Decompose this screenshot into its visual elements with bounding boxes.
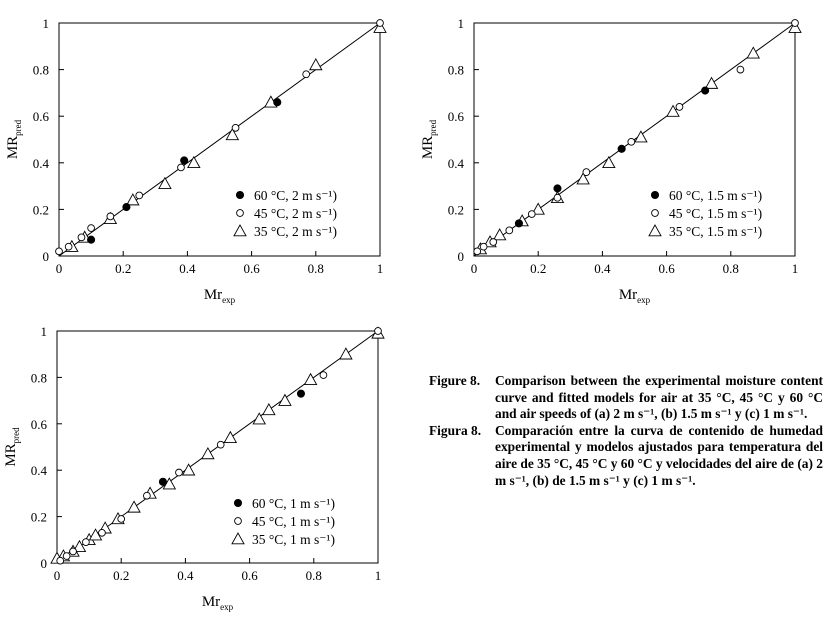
legend-marker-a-filled-circle (236, 191, 243, 198)
legend-label-b-open-triangle: 35 °C, 1.5 m s⁻¹) (669, 224, 763, 239)
legend-marker-a-open-triangle (234, 225, 246, 236)
data-point-b-open-circle (676, 103, 683, 110)
x-tick-label-b: 0.6 (658, 261, 675, 276)
data-point-b-filled-circle (554, 185, 561, 192)
data-point-c-open-triangle (340, 348, 352, 359)
y-tick-label-b: 0 (457, 249, 464, 264)
data-point-a-open-circle (178, 164, 185, 171)
data-point-b-open-circle (554, 194, 561, 201)
y-tick-label-b: 1 (457, 16, 464, 31)
y-tick-label-a: 0.8 (32, 62, 49, 78)
data-point-a-open-circle (78, 234, 85, 241)
data-point-c-open-circle (63, 553, 70, 560)
y-tick-label-c: 0 (40, 556, 47, 571)
data-point-c-open-circle (320, 372, 327, 379)
legend-label-c-filled-circle: 60 °C, 1 m s⁻¹) (252, 496, 335, 511)
legend-marker-b-open-triangle (649, 225, 661, 236)
legend-marker-c-open-circle (235, 518, 242, 525)
data-point-a-filled-circle (88, 236, 95, 243)
panel-b (420, 16, 801, 305)
x-tick-label-c: 1 (374, 568, 382, 583)
data-point-a-filled-circle (123, 203, 130, 210)
x-tick-label-b: 0 (470, 261, 478, 276)
data-point-b-open-circle (506, 227, 513, 234)
legend-label-a-open-triangle: 35 °C, 2 m s⁻¹) (254, 224, 337, 239)
y-tick-label-c: 0.8 (30, 370, 47, 386)
x-axis-label-b: $Mr_{exp}$ (618, 287, 651, 305)
data-point-c-open-triangle (202, 448, 214, 459)
y-tick-label-a: 0.6 (32, 109, 49, 125)
y-axis-label-b: $MR_{pred}$ (420, 119, 438, 160)
legend-marker-b-filled-circle (651, 191, 658, 198)
x-tick-label-b: 0.4 (594, 261, 611, 276)
x-tick-label-b: 0.2 (530, 261, 547, 276)
y-tick-label-b: 0.8 (447, 62, 464, 78)
data-point-c-open-circle (70, 548, 77, 555)
legend-label-b-filled-circle: 60 °C, 1.5 m s⁻¹) (669, 188, 763, 203)
x-tick-label-a: 0.4 (179, 261, 196, 276)
data-point-c-open-triangle (263, 404, 275, 415)
y-tick-label-c: 0.6 (30, 416, 47, 432)
caption-spanish-text: Comparación entre la curva de contenido de humedad experimental y modelos ajustados para temperatura del aire de 35 °C, 45 °C y 60 °C y velocidades del aire de (a) 2 m s⁻¹, (b) de 1.5 m s⁻¹ y (c) 1 m s⁻¹. (495, 422, 823, 488)
data-point-b-open-circle (528, 211, 535, 218)
y-axis-label-a: $MR_{pred}$ (5, 119, 23, 160)
data-point-a-open-circle (56, 248, 63, 255)
x-tick-label-a: 0.6 (243, 261, 260, 276)
y-tick-label-a: 0 (42, 249, 49, 264)
x-tick-label-c: 0 (53, 568, 61, 583)
x-axis-label-c: $Mr_{exp}$ (201, 594, 234, 612)
caption-spanish-label: Figura 8. (429, 422, 482, 438)
x-tick-label-a: 0.8 (307, 261, 324, 276)
data-point-a-open-triangle (310, 59, 322, 70)
x-tick-label-a: 0 (55, 261, 63, 276)
data-point-b-filled-circle (618, 145, 625, 152)
x-tick-label-b: 1 (791, 261, 799, 276)
x-tick-label-b: 0.8 (722, 261, 739, 276)
y-tick-label-a: 0.2 (32, 202, 49, 218)
data-point-a-open-circle (88, 225, 95, 232)
data-point-a-open-circle (65, 243, 72, 250)
caption-english-text: Comparison between the experimental moisture content curve and fitted models for air at 35 °C, 45 °C y 60 °C and air speeds of (a) 2 m s⁻¹, (b) 1.5 m s⁻¹ y (c) 1 m s⁻¹. (495, 373, 823, 422)
caption-english-label: Figure 8. (429, 373, 481, 388)
data-point-c-filled-circle (297, 390, 304, 397)
x-tick-label-c: 0.6 (241, 568, 258, 583)
data-point-c-open-circle (57, 557, 64, 564)
data-point-c-filled-circle (159, 478, 166, 485)
data-point-c-open-triangle (128, 501, 140, 512)
y-tick-label-c: 1 (40, 324, 47, 339)
y-tick-label-a: 1 (42, 16, 49, 31)
data-point-b-filled-circle (702, 87, 709, 94)
data-point-b-open-triangle (747, 47, 759, 58)
legend-label-a-open-circle: 45 °C, 2 m s⁻¹) (254, 206, 337, 221)
x-tick-label-a: 1 (376, 261, 384, 276)
data-point-c-open-triangle (183, 464, 195, 475)
data-point-c-open-circle (99, 529, 106, 536)
data-point-a-open-circle (377, 20, 384, 27)
y-tick-label-c: 0.4 (30, 463, 47, 479)
data-point-b-open-triangle (603, 157, 615, 168)
legend-marker-a-open-circle (237, 210, 244, 217)
data-point-c-open-circle (176, 469, 183, 476)
x-tick-label-c: 0.8 (305, 568, 322, 583)
data-point-a-open-triangle (188, 157, 200, 168)
y-tick-label-a: 0.4 (32, 155, 49, 171)
data-point-c-open-triangle (305, 374, 317, 385)
data-point-a-open-circle (136, 192, 143, 199)
x-tick-label-a: 0.2 (115, 261, 132, 276)
data-point-a-filled-circle (181, 157, 188, 164)
caption-english (429, 373, 823, 423)
legend-marker-c-open-triangle (232, 533, 244, 544)
data-point-b-open-circle (480, 243, 487, 250)
data-point-b-filled-circle (515, 220, 522, 227)
data-point-c-open-circle (143, 492, 150, 499)
legend-label-c-open-circle: 45 °C, 1 m s⁻¹) (252, 514, 335, 529)
data-point-b-open-circle (474, 248, 481, 255)
data-point-c-open-circle (118, 516, 125, 523)
figure-caption (429, 373, 823, 489)
data-point-c-open-circle (217, 441, 224, 448)
panel-a (5, 16, 386, 305)
data-point-b-open-triangle (706, 78, 718, 89)
data-point-a-open-triangle (159, 178, 171, 189)
data-point-a-open-circle (107, 213, 114, 220)
data-point-b-open-triangle (635, 131, 647, 142)
x-tick-label-c: 0.4 (177, 568, 194, 583)
data-point-b-open-circle (737, 66, 744, 73)
data-point-b-open-circle (583, 169, 590, 176)
legend-label-a-filled-circle: 60 °C, 2 m s⁻¹) (254, 188, 337, 203)
data-point-b-open-circle (792, 20, 799, 27)
legend-marker-b-open-circle (652, 210, 659, 217)
data-point-c-open-circle (82, 539, 89, 546)
data-point-b-open-circle (628, 138, 635, 145)
y-tick-label-b: 0.4 (447, 155, 464, 171)
y-tick-label-b: 0.6 (447, 109, 464, 125)
data-point-c-open-triangle (224, 432, 236, 443)
caption-spanish (429, 423, 823, 489)
x-axis-label-a: $Mr_{exp}$ (203, 287, 236, 305)
legend-marker-c-filled-circle (234, 499, 241, 506)
legend-label-c-open-triangle: 35 °C, 1 m s⁻¹) (252, 532, 335, 547)
data-point-a-filled-circle (274, 99, 281, 106)
y-tick-label-c: 0.2 (30, 509, 47, 525)
data-point-a-open-circle (303, 71, 310, 78)
legend-label-b-open-circle: 45 °C, 1.5 m s⁻¹) (669, 206, 763, 221)
data-point-c-open-circle (375, 328, 382, 335)
data-point-a-open-circle (232, 124, 239, 131)
y-axis-label-c: $MR_{pred}$ (3, 427, 21, 467)
data-point-b-open-circle (490, 239, 497, 246)
y-tick-label-b: 0.2 (447, 202, 464, 218)
panel-c (3, 324, 384, 612)
x-tick-label-c: 0.2 (113, 568, 130, 583)
data-point-c-open-triangle (279, 395, 291, 406)
